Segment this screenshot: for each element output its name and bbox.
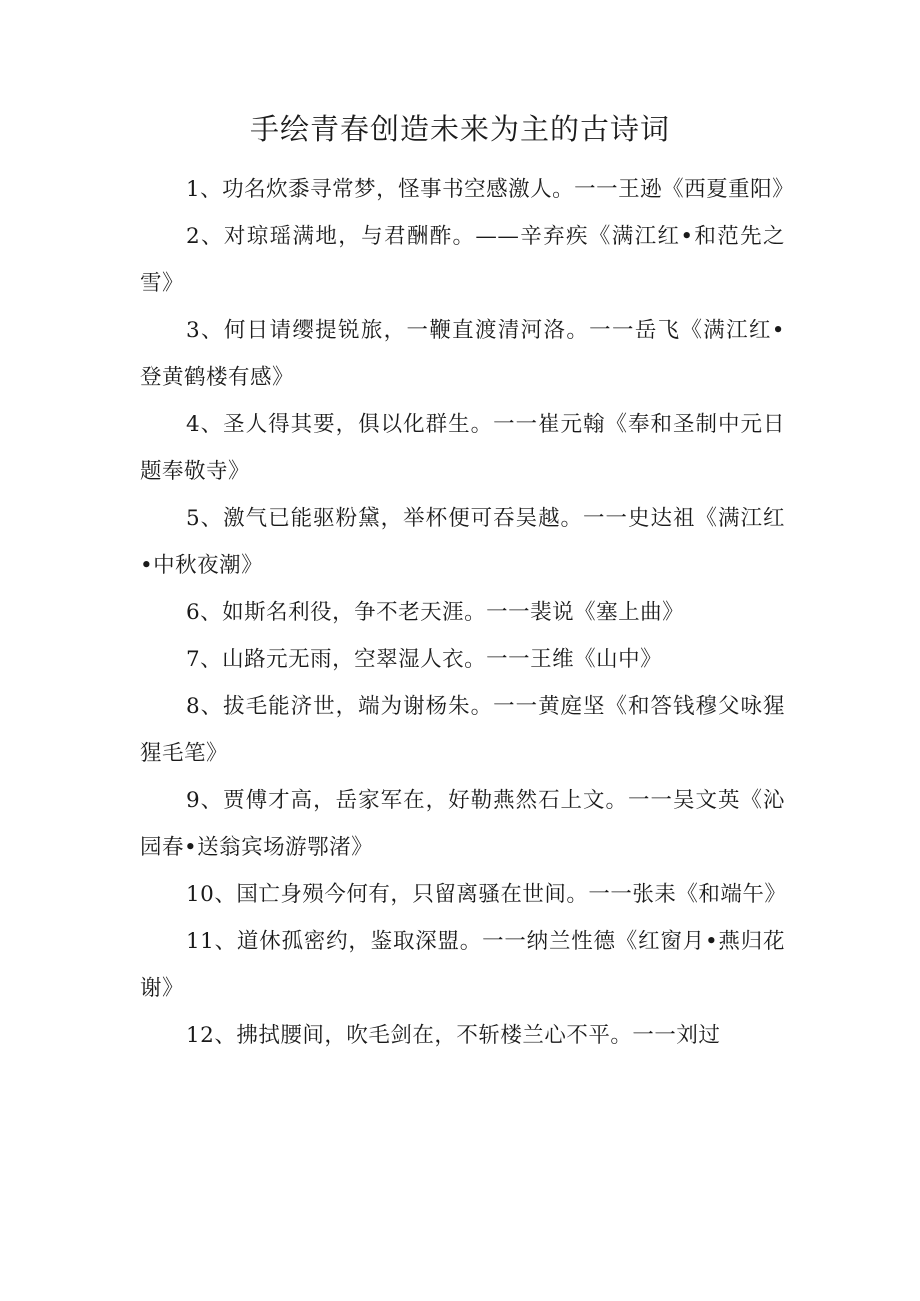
poem-list [140,166,795,1059]
poem-line-8: 8、拔毛能济世，端为谢杨朱。一一黄庭坚《和答钱穆父咏猩猩毛笔》 [140,694,785,766]
poem-line-5: 5、激气已能驱粉黛，举杯便可吞吴越。一一史达祖《满江红•中秋夜潮》 [140,506,785,578]
poem-line-6: 6、如斯名利役，争不老天涯。一一裴说《塞上曲》 [186,600,685,625]
poem-line-9: 9、贾傅才高，岳家军在，好勒燕然石上文。一一吴文英《沁园春•送翁宾场游鄂渚》 [140,788,785,860]
poem-line-12: 12、拂拭腰间，吹毛剑在，不斩楼兰心不平。一一刘过 [186,1023,721,1048]
poem-line-7: 7、山路元无雨，空翠湿人衣。一一王维《山中》 [186,647,663,672]
document-title: 手绘青春创造未来为主的古诗词 [249,112,670,146]
poem-line-1: 1、功名炊黍寻常梦，怪事书空感激人。一一王逊《西夏重阳》 [186,177,795,202]
poem-line-10: 10、国亡身殒今何有，只留离骚在世间。一一张耒《和端午》 [186,882,787,907]
poem-line-11: 11、道休孤密约，鉴取深盟。一一纳兰性德《红窗月•燕归花谢》 [140,929,785,1001]
poem-line-3: 3、何日请缨提锐旅，一鞭直渡清河洛。一一岳飞《满江红•登黄鹤楼有感》 [140,318,785,390]
poem-line-2: 2、对琼瑶满地，与君酬酢。——辛弃疾《满江红•和范先之雪》 [140,224,785,296]
poem-line-4: 4、圣人得其要，俱以化群生。一一崔元翰《奉和圣制中元日题奉敬寺》 [140,412,785,484]
